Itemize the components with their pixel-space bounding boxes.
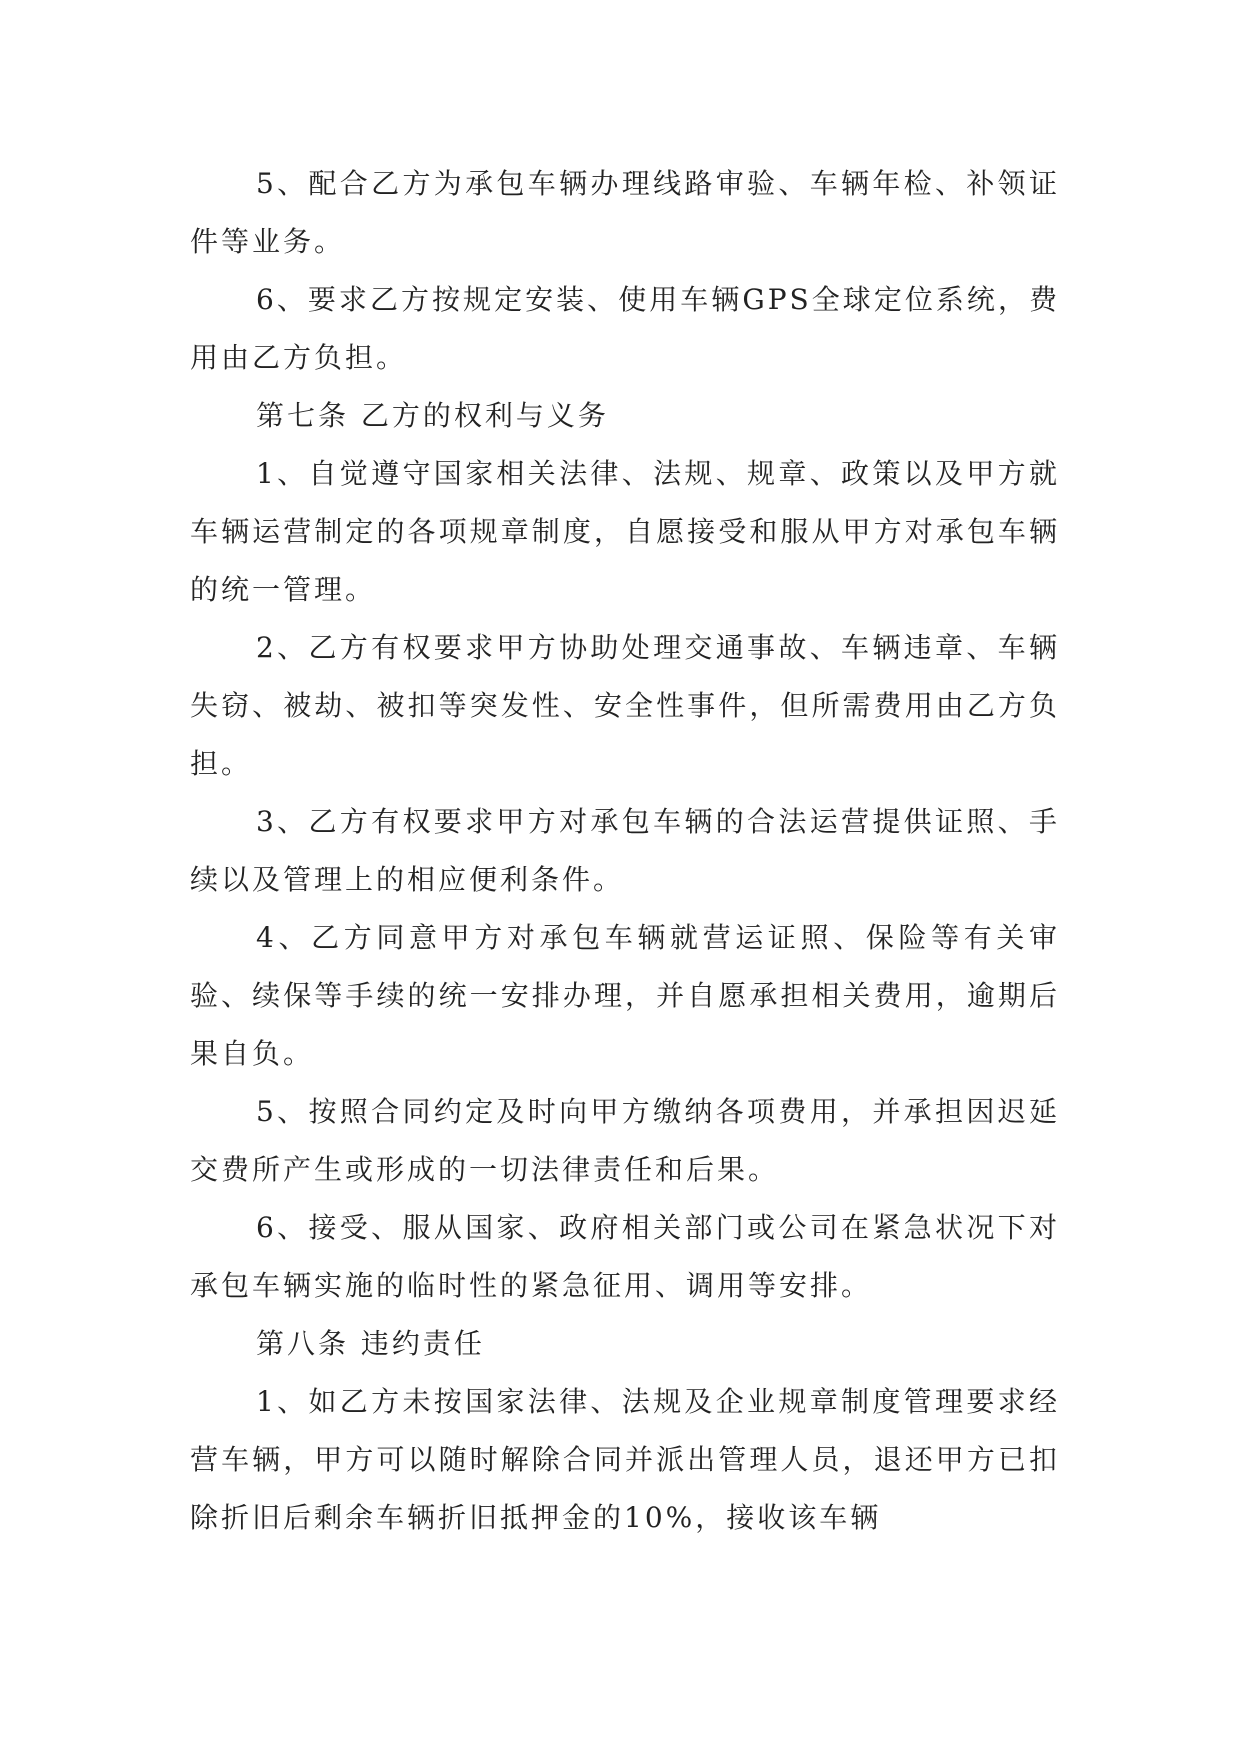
article-8-heading: 第八条 违约责任 [256,1327,485,1360]
clause-8-item-1: 1、如乙方未按国家法律、法规及企业规章制度管理要求经营车辆，甲方可以随时解除合同并派出管理人员，退还甲方已扣除折旧后剩余车辆折旧抵押金的10%，接收该车辆 [190,1385,1060,1534]
clause-7-item-4: 4、乙方同意甲方对承包车辆就营运证照、保险等有关审验、续保等手续的统一安排办理，并自愿承担相关费用，逾期后果自负。 [190,921,1060,1070]
clause-7-item-5: 5、按照合同约定及时向甲方缴纳各项费用，并承担因迟延交费所产生或形成的一切法律责任和后果。 [190,1095,1060,1186]
document-body [190,155,1060,1547]
clause-7-item-1: 1、自觉遵守国家相关法律、法规、规章、政策以及甲方就车辆运营制定的各项规章制度，自愿接受和服从甲方对承包车辆的统一管理。 [190,457,1060,606]
clause-7-item-2: 2、乙方有权要求甲方协助处理交通事故、车辆违章、车辆失窃、被劫、被扣等突发性、安全性事件，但所需费用由乙方负担。 [190,631,1060,780]
clause-6-item-6: 6、要求乙方按规定安装、使用车辆GPS全球定位系统，费用由乙方负担。 [190,283,1060,374]
clause-6-item-5: 5、配合乙方为承包车辆办理线路审验、车辆年检、补领证件等业务。 [190,167,1060,258]
article-7-heading: 第七条 乙方的权利与义务 [256,399,609,432]
clause-7-item-6: 6、接受、服从国家、政府相关部门或公司在紧急状况下对承包车辆实施的临时性的紧急征用、调用等安排。 [190,1211,1060,1302]
clause-7-item-3: 3、乙方有权要求甲方对承包车辆的合法运营提供证照、手续以及管理上的相应便利条件。 [190,805,1060,896]
